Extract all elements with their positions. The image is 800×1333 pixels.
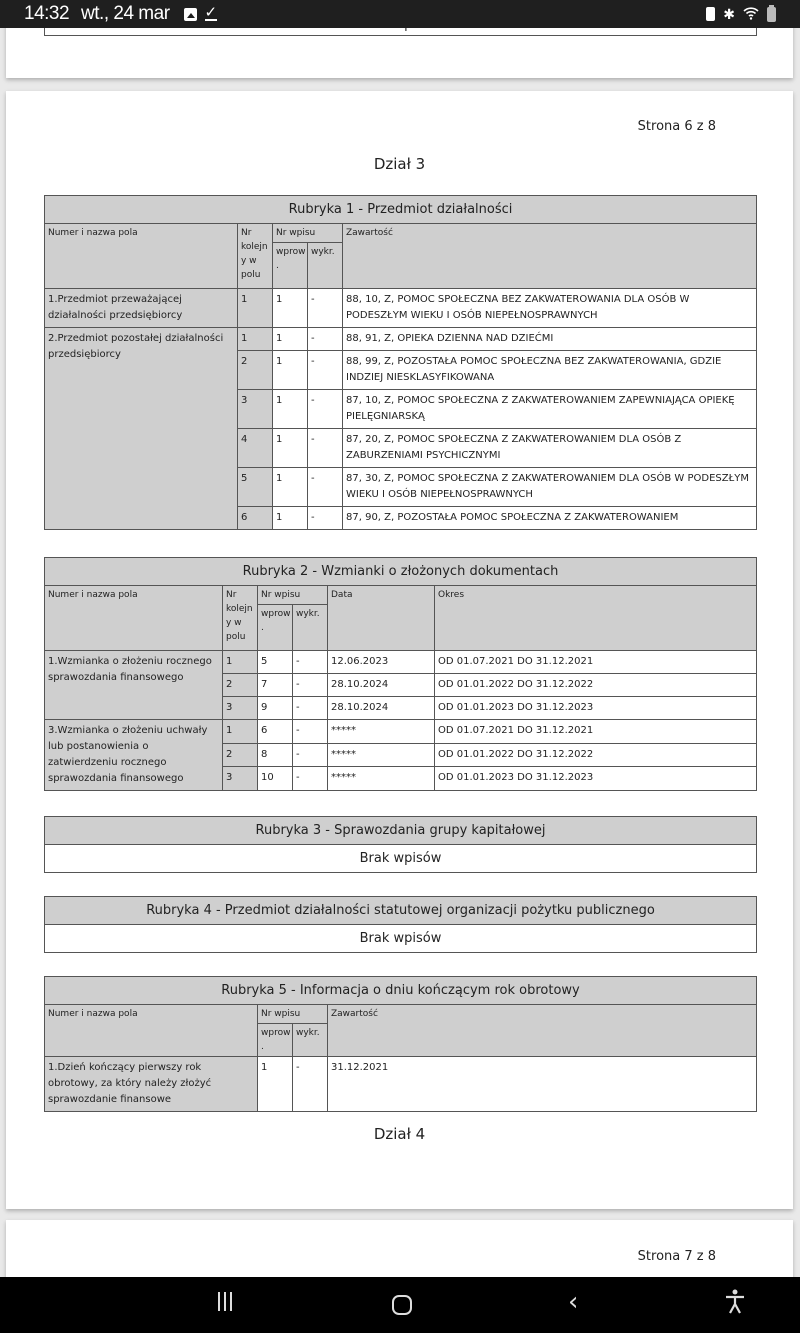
entry-in-cell: 8 <box>258 743 293 767</box>
rubryka-1-title: Rubryka 1 - Przedmiot działalności <box>45 196 757 224</box>
header-entry-out: wykr. <box>308 243 343 289</box>
entry-in-cell: 7 <box>258 674 293 697</box>
seq-cell: 6 <box>238 507 273 530</box>
entry-out-cell: - <box>308 328 343 351</box>
seq-cell: 1 <box>223 720 258 744</box>
content-cell: 88, 91, Z, OPIEKA DZIENNA NAD DZIEĆMI <box>343 328 757 351</box>
entry-out-cell: - <box>308 429 343 468</box>
header-field: Numer i nazwa pola <box>45 1005 258 1057</box>
bluetooth-icon: ✱ <box>723 5 735 22</box>
seq-cell: 1 <box>238 328 273 351</box>
header-period: Okres <box>435 586 757 651</box>
entry-in-cell: 1 <box>273 289 308 328</box>
entry-in-cell: 1 <box>273 429 308 468</box>
field-name: 1.Dzień kończący pierwszy rok obrotowy, za który należy złożyć sprawozdanie finansowe <box>45 1057 258 1112</box>
entry-in-cell: 1 <box>273 468 308 507</box>
rubryka-5-table <box>44 976 757 1112</box>
seq-cell: 2 <box>223 743 258 767</box>
header-field: Numer i nazwa pola <box>45 224 238 289</box>
header-seq: Nr kolejn y w polu <box>223 586 258 651</box>
recent-apps-icon[interactable] <box>218 1292 232 1311</box>
section-title: Dział 3 <box>373 155 426 173</box>
entry-out-cell: - <box>308 390 343 429</box>
entry-out-cell: - <box>308 507 343 530</box>
rubryka-4-title: Rubryka 4 - Przedmiot działalności statutowej organizacji pożytku publicznego <box>45 897 757 925</box>
content-cell: 31.12.2021 <box>328 1057 757 1112</box>
entry-out-cell: - <box>308 468 343 507</box>
next-section-title: Dział 4 <box>373 1125 426 1143</box>
seq-cell: 1 <box>238 289 273 328</box>
content-cell: 87, 90, Z, POZOSTAŁA POMOC SPOŁECZNA Z ZAKWATEROWANIEM <box>343 507 757 530</box>
header-entry-out: wykr. <box>293 1024 328 1057</box>
content-cell: 87, 10, Z, POMOC SPOŁECZNA Z ZAKWATEROWANIEM ZAPEWNIAJĄCA OPIEKĘ PIELĘGNIARSKĄ <box>343 390 757 429</box>
entry-in-cell: 1 <box>273 351 308 390</box>
entry-in-cell: 6 <box>258 720 293 744</box>
entry-out-cell: - <box>293 767 328 791</box>
rubryka-1-table <box>44 195 757 530</box>
next-page-number: Strona 7 z 8 <box>637 1249 716 1264</box>
field-name: 1.Wzmianka o złożeniu rocznego sprawozdania finansowego <box>45 651 223 720</box>
seq-cell: 5 <box>238 468 273 507</box>
date-cell: 28.10.2024 <box>328 697 435 720</box>
date-cell: ***** <box>328 767 435 791</box>
period-cell: OD 01.07.2021 DO 31.12.2021 <box>435 651 757 674</box>
period-cell: OD 01.01.2022 DO 31.12.2022 <box>435 674 757 697</box>
table-row <box>45 720 757 744</box>
seq-cell: 1 <box>223 651 258 674</box>
rubryka-3-table <box>44 816 757 873</box>
content-cell: 87, 30, Z, POMOC SPOŁECZNA Z ZAKWATEROWANIEM DLA OSÓB W PODESZŁYM WIEKU I OSÓB NIEPEŁNOSPRAWNYCH <box>343 468 757 507</box>
rubryka-3-title: Rubryka 3 - Sprawozdania grupy kapitałowej <box>45 817 757 845</box>
date-cell: 12.06.2023 <box>328 651 435 674</box>
field-name: 2.Przedmiot pozostałej działalności przedsiębiorcy <box>45 328 238 530</box>
accessibility-icon[interactable] <box>724 1289 746 1322</box>
status-date: wt., 24 mar <box>81 3 170 24</box>
image-icon <box>184 8 197 21</box>
seq-cell: 2 <box>223 674 258 697</box>
entry-out-cell: - <box>293 651 328 674</box>
page-number: Strona 6 z 8 <box>637 119 716 134</box>
field-name: 3.Wzmianka o złożeniu uchwały lub postanowienia o zatwierdzeniu rocznego sprawozdania finansowego <box>45 720 223 791</box>
entry-out-cell: - <box>308 351 343 390</box>
battery-saver-icon <box>706 7 715 21</box>
status-bar <box>0 0 800 28</box>
home-icon[interactable] <box>392 1295 412 1315</box>
rubryka-2-table <box>44 557 757 791</box>
entry-in-cell: 5 <box>258 651 293 674</box>
document-page <box>6 91 793 1209</box>
header-entry: Nr wpisu <box>258 1005 328 1024</box>
seq-cell: 2 <box>238 351 273 390</box>
table-row <box>45 289 757 328</box>
rubryka-4-table <box>44 896 757 953</box>
rubryka-4-empty: Brak wpisów <box>45 925 757 953</box>
content-cell: 88, 99, Z, POZOSTAŁA POMOC SPOŁECZNA BEZ ZAKWATEROWANIA, GDZIE INDZIEJ NIESKLASYFIKOWANA <box>343 351 757 390</box>
header-entry-out: wykr. <box>293 605 328 651</box>
period-cell: OD 01.01.2023 DO 31.12.2023 <box>435 767 757 791</box>
entry-out-cell: - <box>293 674 328 697</box>
content-cell: 88, 10, Z, POMOC SPOŁECZNA BEZ ZAKWATEROWANIA DLA OSÓB W PODESZŁYM WIEKU I OSÓB NIEPEŁNOSPRAWNYCH <box>343 289 757 328</box>
seq-cell: 3 <box>223 767 258 791</box>
entry-in-cell: 1 <box>273 328 308 351</box>
header-seq: Nr kolejn y w polu <box>238 224 273 289</box>
navigation-bar <box>0 1277 800 1333</box>
table-row <box>45 328 757 351</box>
rubryka-5-title: Rubryka 5 - Informacja o dniu kończącym rok obrotowy <box>45 977 757 1005</box>
entry-out-cell: - <box>293 743 328 767</box>
entry-in-cell: 1 <box>273 390 308 429</box>
entry-out-cell: - <box>293 1057 328 1112</box>
header-entry-in: wprow . <box>258 605 293 651</box>
period-cell: OD 01.07.2021 DO 31.12.2021 <box>435 720 757 744</box>
table-row <box>45 651 757 674</box>
date-cell: ***** <box>328 743 435 767</box>
header-content: Zawartość <box>328 1005 757 1057</box>
header-entry-in: wprow . <box>273 243 308 289</box>
battery-icon <box>767 7 776 22</box>
seq-cell: 3 <box>223 697 258 720</box>
header-date: Data <box>328 586 435 651</box>
content-cell: 87, 20, Z, POMOC SPOŁECZNA Z ZAKWATEROWANIEM DLA OSÓB Z ZABURZENIAMI PSYCHICZNYMI <box>343 429 757 468</box>
table-row <box>45 1057 757 1112</box>
field-name: 1.Przedmiot przeważającej działalności przedsiębiorcy <box>45 289 238 328</box>
seq-cell: 3 <box>238 390 273 429</box>
header-entry-in: wprow . <box>258 1024 293 1057</box>
back-icon[interactable]: ‹ <box>568 1287 579 1317</box>
header-content: Zawartość <box>343 224 757 289</box>
entry-in-cell: 10 <box>258 767 293 791</box>
header-entry: Nr wpisu <box>258 586 328 605</box>
header-entry: Nr wpisu <box>273 224 343 243</box>
entry-in-cell: 1 <box>258 1057 293 1112</box>
period-cell: OD 01.01.2023 DO 31.12.2023 <box>435 697 757 720</box>
seq-cell: 4 <box>238 429 273 468</box>
date-cell: 28.10.2024 <box>328 674 435 697</box>
entry-out-cell: - <box>308 289 343 328</box>
rubryka-3-empty: Brak wpisów <box>45 845 757 873</box>
header-field: Numer i nazwa pola <box>45 586 223 651</box>
status-time: 14:32 <box>24 3 70 24</box>
wifi-icon <box>743 6 759 23</box>
date-cell: ***** <box>328 720 435 744</box>
entry-out-cell: - <box>293 697 328 720</box>
rubryka-2-title: Rubryka 2 - Wzmianki o złożonych dokumentach <box>45 558 757 586</box>
entry-in-cell: 9 <box>258 697 293 720</box>
entry-out-cell: - <box>293 720 328 744</box>
period-cell: OD 01.01.2022 DO 31.12.2022 <box>435 743 757 767</box>
check-download-icon: ✓ <box>204 4 218 21</box>
entry-in-cell: 1 <box>273 507 308 530</box>
